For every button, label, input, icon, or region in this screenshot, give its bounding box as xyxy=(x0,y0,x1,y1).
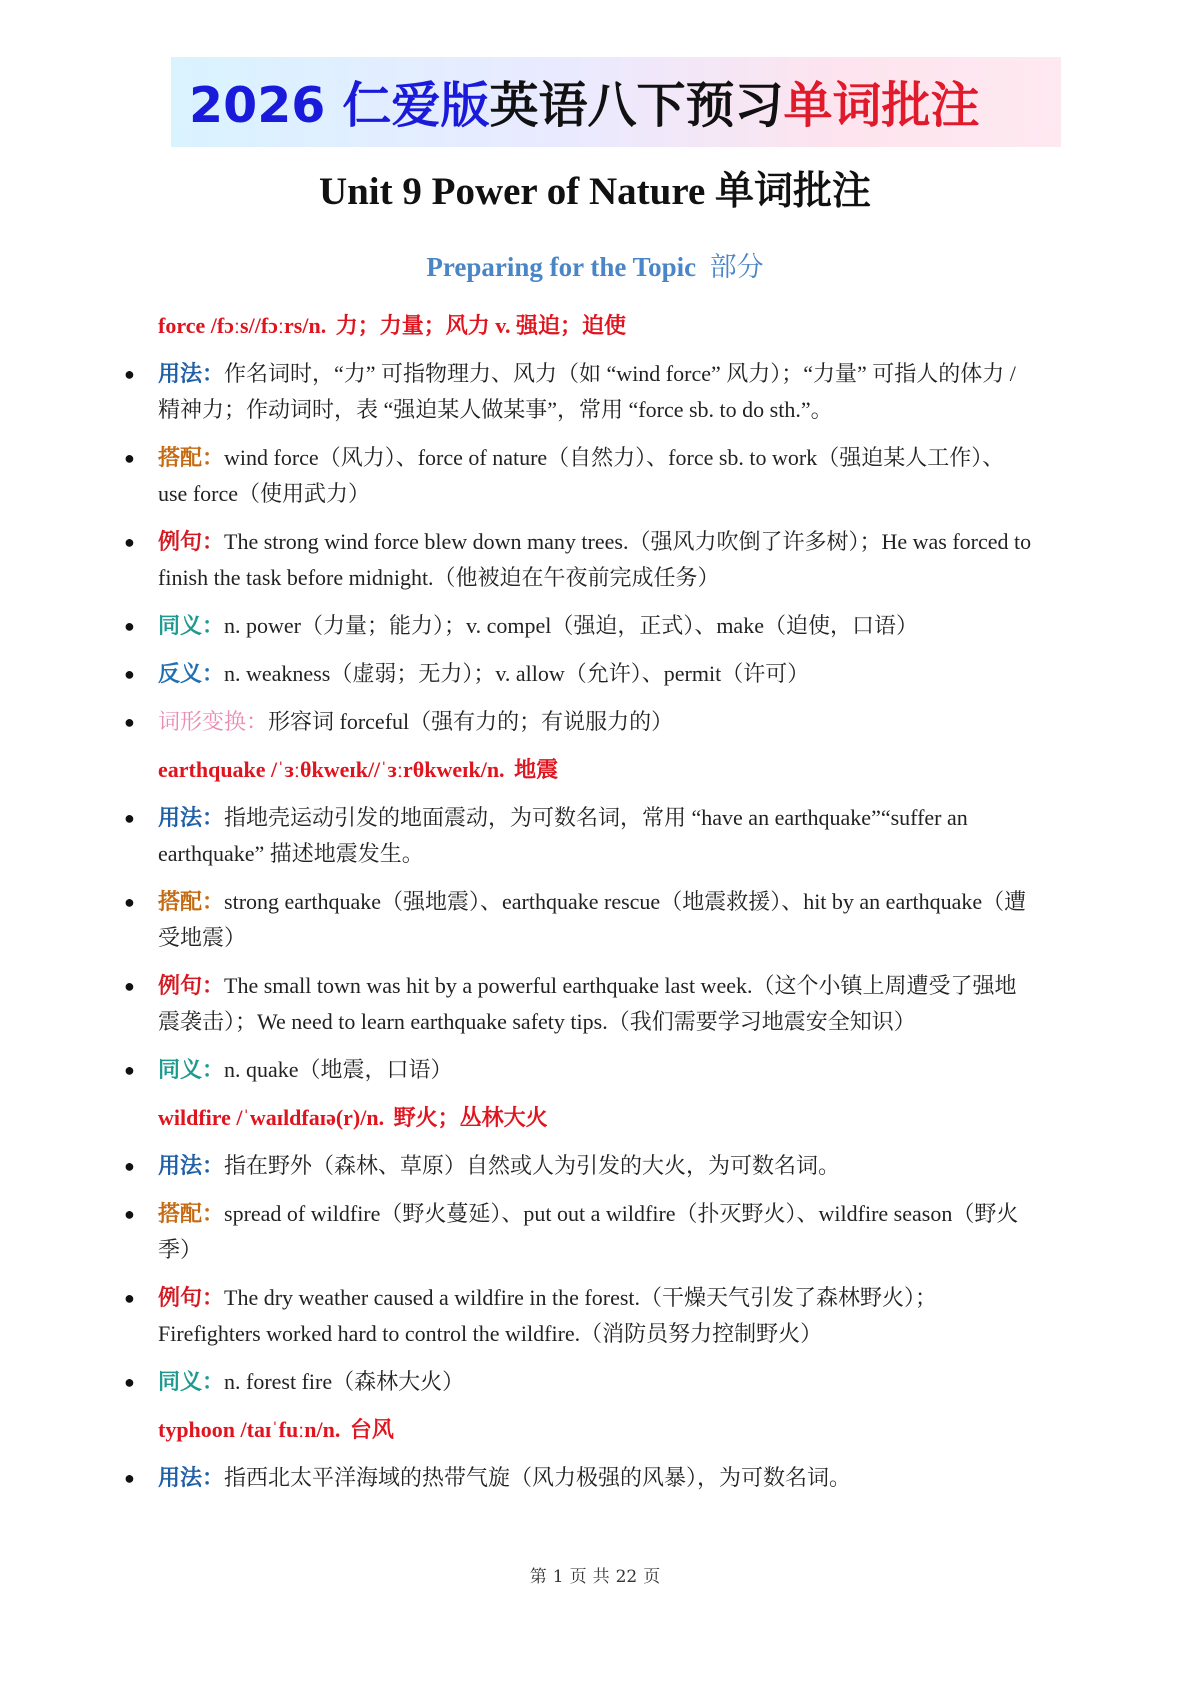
collocation-label: 搭配： xyxy=(158,889,225,914)
word-heading-wildfire xyxy=(158,1100,1033,1136)
word-heading-cn: 力；力量；风力 v. 强迫；迫使 xyxy=(335,313,626,338)
usage-label: 用法： xyxy=(158,1153,225,1178)
bullet-icon: ● xyxy=(124,448,135,468)
example-label: 例句： xyxy=(158,529,225,554)
collocation-text: wind force（风力）、force of nature（自然力）、force sb. to work（强迫某人工作）、use force（使用武力） xyxy=(158,445,1005,506)
word-heading-force xyxy=(158,308,1033,344)
footer-di: 第 xyxy=(529,1567,547,1587)
bullet-icon: ● xyxy=(124,664,135,684)
list-item-example xyxy=(124,1280,1033,1352)
list-item-usage xyxy=(124,356,1033,428)
synonym-label: 同义： xyxy=(158,1057,225,1082)
synonym-label: 同义： xyxy=(158,613,225,638)
page-footer xyxy=(0,1562,1190,1587)
bullet-icon: ● xyxy=(124,808,135,828)
list-item-synonym xyxy=(124,1052,1033,1088)
word-heading-en: force /fɔːs//fɔːrs/n. xyxy=(158,313,327,338)
collocation-label: 搭配： xyxy=(158,1201,225,1226)
bullet-icon: ● xyxy=(124,364,135,384)
list-item-usage xyxy=(124,1460,1033,1496)
synonym-text: n. power（力量；能力）；v. compel（强迫，正式）、make（迫使，口语） xyxy=(224,613,918,638)
collocation-text: strong earthquake（强地震）、earthquake rescue（地震救援）、hit by an earthquake（遭受地震） xyxy=(158,889,1027,950)
usage-label: 用法： xyxy=(158,805,225,830)
list-item-antonym xyxy=(124,656,1033,692)
page-number: 1 xyxy=(552,1567,564,1587)
bullet-icon: ● xyxy=(124,1288,135,1308)
list-item-collocation xyxy=(124,440,1033,512)
word-heading-en: wildfire /ˈwaɪldfaɪə(r)/n. xyxy=(158,1105,385,1130)
synonym-text: n. forest fire（森林大火） xyxy=(224,1369,465,1394)
list-item-usage xyxy=(124,800,1033,872)
list-item-word-forms xyxy=(124,704,1033,740)
word-heading-cn: 台风 xyxy=(349,1417,394,1442)
bullet-icon: ● xyxy=(124,1372,135,1392)
word-heading-earthquake xyxy=(158,752,1033,788)
bullet-icon: ● xyxy=(124,976,135,996)
list-item-usage xyxy=(124,1148,1033,1184)
footer-gong: 共 xyxy=(592,1567,610,1587)
total-pages: 22 xyxy=(615,1567,638,1587)
bullet-icon: ● xyxy=(124,1060,135,1080)
example-text: The strong wind force blew down many trees.（强风力吹倒了许多树）；He was forced to finish the task before midnight.（他被迫在午夜前完成任务） xyxy=(158,529,1032,590)
bullet-icon: ● xyxy=(124,1204,135,1224)
synonym-label: 同义： xyxy=(158,1369,225,1394)
bullet-icon: ● xyxy=(124,1468,135,1488)
banner-subject: 英语八下预习 xyxy=(489,77,784,134)
example-label: 例句： xyxy=(158,1285,225,1310)
usage-text: 指西北太平洋海域的热带气旋（风力极强的风暴），为可数名词。 xyxy=(224,1465,852,1490)
section-title-en: Preparing for the Topic xyxy=(426,252,697,282)
bullet-icon: ● xyxy=(124,712,135,732)
usage-label: 用法： xyxy=(158,361,225,386)
vocabulary-list xyxy=(124,308,1033,1508)
list-item-synonym xyxy=(124,608,1033,644)
list-item-collocation xyxy=(124,1196,1033,1268)
usage-text: 作名词时，“力” 可指物理力、风力（如 “wind force” 风力）；“力量” 可指人的体力 / 精神力；作动词时，表 “强迫某人做某事”，常用 “force sb. to do sth.”。 xyxy=(158,361,1016,422)
antonym-text: n. weakness（虚弱；无力）；v. allow（允许）、permit（许可） xyxy=(224,661,810,686)
list-item-collocation xyxy=(124,884,1033,956)
section-title-cn: 部分 xyxy=(709,252,764,282)
bullet-icon: ● xyxy=(124,532,135,552)
title-banner xyxy=(171,57,1061,147)
bullet-icon: ● xyxy=(124,892,135,912)
example-text: The small town was hit by a powerful earthquake last week.（这个小镇上周遭受了强地震袭击）；We need to learn earthquake safety tips.（我们需要学习地震安全知识） xyxy=(158,973,1017,1034)
footer-ye: 页 xyxy=(569,1567,587,1587)
list-item-example xyxy=(124,968,1033,1040)
word-forms-label: 词形变换： xyxy=(158,709,269,734)
word-heading-typhoon xyxy=(158,1412,1033,1448)
word-heading-en: earthquake /ˈɜːθkweɪk//ˈɜːrθkweɪk/n. xyxy=(158,757,505,782)
usage-label: 用法： xyxy=(158,1465,225,1490)
footer-ye2: 页 xyxy=(643,1567,661,1587)
collocation-label: 搭配： xyxy=(158,445,225,470)
bullet-icon: ● xyxy=(124,1156,135,1176)
banner-topic: 单词批注 xyxy=(783,77,980,134)
section-title xyxy=(0,245,1190,284)
synonym-text: n. quake（地震，口语） xyxy=(224,1057,453,1082)
list-item-example xyxy=(124,524,1033,596)
banner-year-edition: 2026 仁爱版 xyxy=(189,77,490,134)
word-heading-cn: 野火；丛林大火 xyxy=(393,1105,548,1130)
word-heading-cn: 地震 xyxy=(514,757,559,782)
usage-text: 指地壳运动引发的地面震动，为可数名词，常用 “have an earthquake”“suffer an earthquake” 描述地震发生。 xyxy=(158,805,968,866)
usage-text: 指在野外（森林、草原）自然或人为引发的大火，为可数名词。 xyxy=(224,1153,841,1178)
list-item-synonym xyxy=(124,1364,1033,1400)
collocation-text: spread of wildfire（野火蔓延）、put out a wildfire（扑灭野火）、wildfire season（野火季） xyxy=(158,1201,1019,1262)
antonym-label: 反义： xyxy=(158,661,225,686)
word-heading-en: typhoon /taɪˈfuːn/n. xyxy=(158,1417,341,1442)
example-text: The dry weather caused a wildfire in the forest.（干燥天气引发了森林野火）；Firefighters worked hard to control the wildfire.（消防员努力控制野火） xyxy=(158,1285,938,1346)
bullet-icon: ● xyxy=(124,616,135,636)
example-label: 例句： xyxy=(158,973,225,998)
word-forms-text: 形容词 forceful（强有力的；有说服力的） xyxy=(268,709,674,734)
page-title: Unit 9 Power of Nature 单词批注 xyxy=(318,170,872,213)
